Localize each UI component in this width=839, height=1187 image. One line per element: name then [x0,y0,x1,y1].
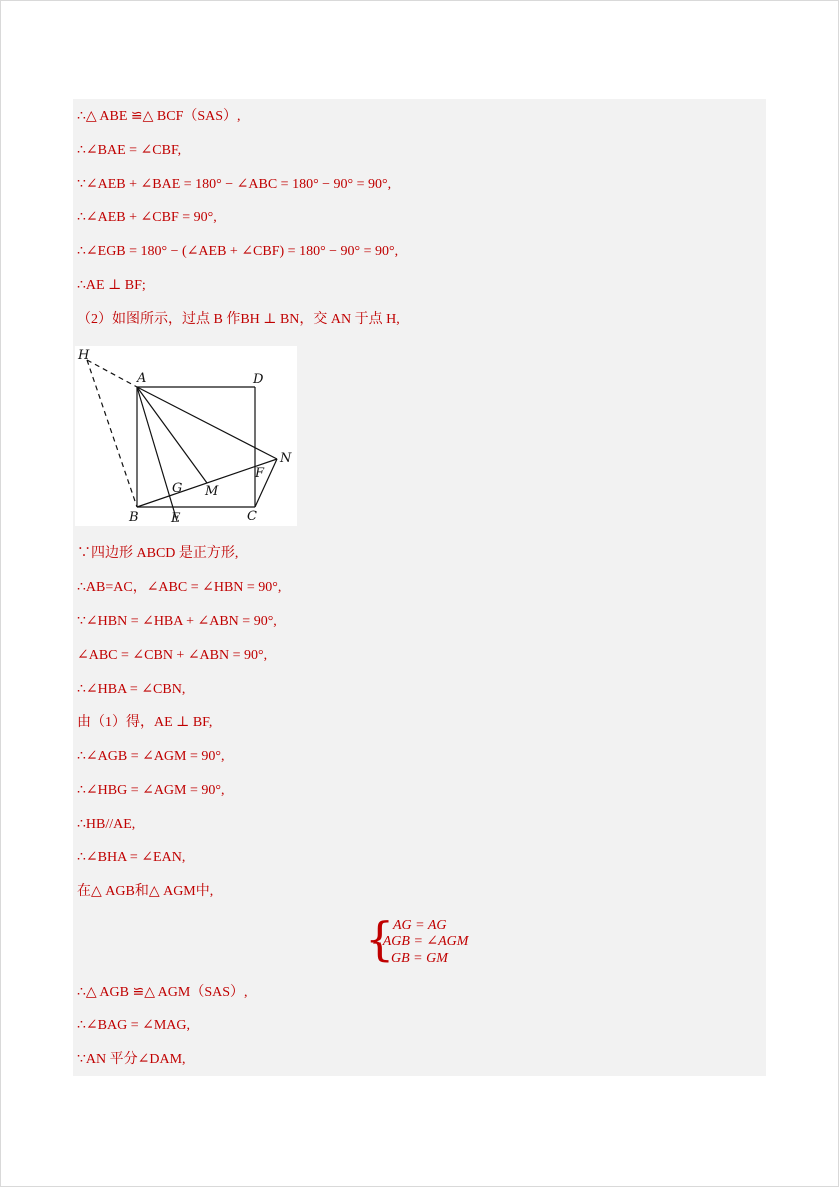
segment-am [137,387,207,483]
system-row-1: AG = AG [393,918,447,933]
label-f: F [255,466,265,481]
proof-line-20: ∴∠BAG = ∠MAG, [77,1018,190,1033]
proof-line-13: 由（1）得，AE ⊥ BF, [77,715,213,730]
label-n: N [280,451,292,466]
proof-line-5: ∴∠EGB = 180° − (∠AEB + ∠CBF) = 180° − 90° = 90°, [77,244,399,259]
proof-line-19: ∴△ AGB ≌△ AGM（SAS）, [77,985,248,1000]
segment-ae [137,387,177,521]
label-b: B [129,510,139,525]
label-m: M [205,484,219,499]
proof-line-11: ∠ABC = ∠CBN + ∠ABN = 90°, [77,648,268,663]
proof-line-3: ∵∠AEB + ∠BAE = 180° − ∠ABC = 180° − 90° = 90°, [77,177,392,192]
proof-line-17: ∴∠BHA = ∠EAN, [77,850,186,865]
proof-line-1: ∴△ ABE ≌△ BCF（SAS）, [77,109,241,124]
label-d: D [253,372,264,387]
proof-line-4: ∴∠AEB + ∠CBF = 90°, [77,210,217,225]
proof-line-10: ∵∠HBN = ∠HBA + ∠ABN = 90°, [77,614,277,629]
proof-line-7: （2）如图所示，过点 B 作BH ⊥ BN，交 AN 于点 H, [77,312,400,327]
proof-line-8: ∵四边形 ABCD 是正方形, [77,546,239,561]
proof-line-21: ∵AN 平分∠DAM, [77,1052,186,1067]
equation-system [365,912,475,966]
proof-line-9: ∴AB=AC，∠ABC = ∠HBN = 90°, [77,580,282,595]
solution-panel [73,99,766,1076]
system-row-3: GB = GM [391,951,448,966]
segment-hb-dashed [87,360,137,507]
system-row-2: ∠AGB = ∠AGM [371,934,469,949]
proof-line-12: ∴∠HBA = ∠CBN, [77,682,186,697]
proof-line-16: ∴HB//AE, [77,817,136,832]
geometry-figure [75,346,297,526]
label-h: H [78,348,90,363]
proof-line-14: ∴∠AGB = ∠AGM = 90°, [77,749,225,764]
left-brace: { [365,912,395,966]
label-c: C [247,509,257,524]
segment-an [137,387,277,459]
proof-line-15: ∴∠HBG = ∠AGM = 90°, [77,783,225,798]
label-e: E [171,511,181,526]
label-a: A [137,371,147,386]
proof-line-18: 在△ AGB和△ AGM中, [77,884,214,899]
segment-ha-dashed [87,360,137,387]
label-g: G [172,481,183,496]
proof-line-6: ∴AE ⊥ BF; [77,278,146,293]
proof-line-2: ∴∠BAE = ∠CBF, [77,143,182,158]
